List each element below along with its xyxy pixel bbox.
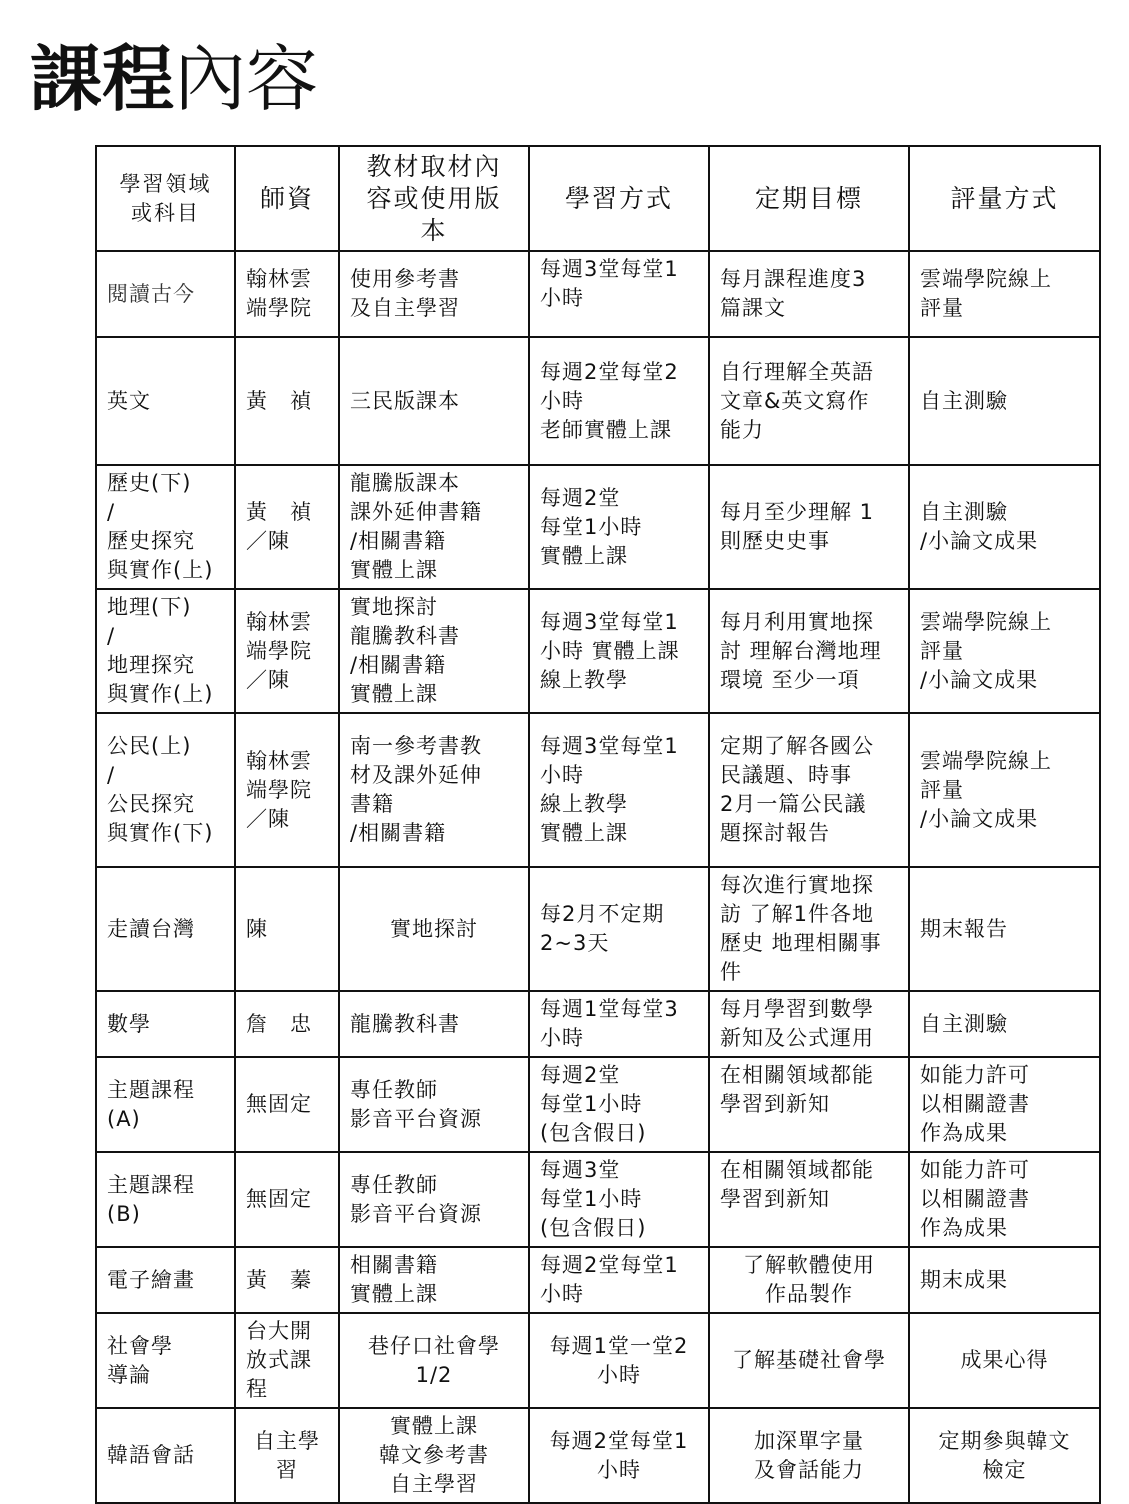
cell-teacher: 無固定: [235, 1057, 339, 1152]
cell-material: 專任教師 影音平台資源: [339, 1057, 529, 1152]
cell-teacher: 黃 禎: [235, 337, 339, 465]
cell-teacher: 台大開 放式課 程: [235, 1313, 339, 1408]
cell-assessment: 定期參與韓文 檢定: [909, 1408, 1100, 1503]
cell-goal: 在相關領域都能 學習到新知: [709, 1057, 909, 1152]
cell-assessment: 如能力許可 以相關證書 作為成果: [909, 1152, 1100, 1247]
table-row: [96, 589, 1100, 713]
cell-teacher: 陳: [235, 867, 339, 991]
cell-material: 實體上課 韓文參考書 自主學習: [339, 1408, 529, 1503]
cell-assessment: 期末報告: [909, 867, 1100, 991]
cell-goal: 每月至少理解 1 則歷史史事: [709, 465, 909, 589]
cell-goal: 了解軟體使用 作品製作: [709, 1247, 909, 1313]
cell-subject: 英文: [96, 337, 235, 465]
cell-subject: 韓語會話: [96, 1408, 235, 1503]
course-table: [95, 145, 1101, 1504]
cell-subject: 主題課程 (B): [96, 1152, 235, 1247]
cell-teacher: 詹 忠: [235, 991, 339, 1057]
cell-material: 南一參考書教 材及課外延伸 書籍 /相關書籍: [339, 713, 529, 867]
cell-material: 專任教師 影音平台資源: [339, 1152, 529, 1247]
cell-teacher: 自主學 習: [235, 1408, 339, 1503]
table-row: [96, 1313, 1100, 1408]
cell-goal: 每次進行實地探 訪 了解1件各地 歷史 地理相關事 件: [709, 867, 909, 991]
header-subject: 學習領域 或科目: [96, 146, 235, 251]
cell-teacher: 翰林雲 端學院 ／陳: [235, 589, 339, 713]
cell-assessment: 期末成果: [909, 1247, 1100, 1313]
table-row: [96, 1408, 1100, 1503]
cell-method: 每週2堂每堂1 小時: [529, 1247, 709, 1313]
cell-method: 每週3堂每堂1 小時 實體上課 線上教學: [529, 589, 709, 713]
header-assessment: 評量方式: [909, 146, 1100, 251]
cell-goal: 自行理解全英語 文章&英文寫作 能力: [709, 337, 909, 465]
cell-material: 實地探討 龍騰教科書 /相關書籍 實體上課: [339, 589, 529, 713]
cell-assessment: 雲端學院線上 評量 /小論文成果: [909, 713, 1100, 867]
table-row: [96, 1247, 1100, 1313]
cell-material: 三民版課本: [339, 337, 529, 465]
cell-method: 每週2堂每堂1 小時: [529, 1408, 709, 1503]
cell-assessment: 雲端學院線上 評量 /小論文成果: [909, 589, 1100, 713]
page-title-light: 內容: [174, 37, 319, 121]
cell-material: 巷仔口社會學 1/2: [339, 1313, 529, 1408]
cell-method: 每週1堂每堂3 小時: [529, 991, 709, 1057]
cell-assessment: 自主測驗: [909, 337, 1100, 465]
cell-method: 每週2堂每堂2 小時 老師實體上課: [529, 337, 709, 465]
cell-goal: 在相關領域都能 學習到新知: [709, 1152, 909, 1247]
cell-subject: 電子繪畫: [96, 1247, 235, 1313]
cell-teacher: 黃 禎 ／陳: [235, 465, 339, 589]
table-row: [96, 991, 1100, 1057]
cell-subject: 閱讀古今: [96, 251, 235, 337]
cell-goal: 了解基礎社會學: [709, 1313, 909, 1408]
cell-material: 龍騰版課本 課外延伸書籍 /相關書籍 實體上課: [339, 465, 529, 589]
cell-material: 龍騰教科書: [339, 991, 529, 1057]
header-method: 學習方式: [529, 146, 709, 251]
cell-goal: 定期了解各國公 民議題、時事 2月一篇公民議 題探討報告: [709, 713, 909, 867]
table-row: [96, 1057, 1100, 1152]
cell-method: 每週2堂 每堂1小時 實體上課: [529, 465, 709, 589]
table-row: [96, 713, 1100, 867]
table-row: [96, 337, 1100, 465]
page-title-bold: 課程: [30, 37, 175, 121]
cell-method: 每週1堂一堂2 小時: [529, 1313, 709, 1408]
cell-method: 每週3堂每堂1 小時 線上教學 實體上課: [529, 713, 709, 867]
table-header-row: [96, 146, 1100, 251]
table-row: [96, 867, 1100, 991]
header-goal: 定期目標: [709, 146, 909, 251]
cell-subject: 社會學 導論: [96, 1313, 235, 1408]
header-teacher: 師資: [235, 146, 339, 251]
cell-method: 每週3堂每堂1 小時: [529, 251, 709, 337]
cell-material: 使用參考書 及自主學習: [339, 251, 529, 337]
cell-subject: 地理(下) / 地理探究 與實作(上): [96, 589, 235, 713]
cell-goal: 加深單字量 及會話能力: [709, 1408, 909, 1503]
cell-teacher: 無固定: [235, 1152, 339, 1247]
cell-subject: 主題課程 (A): [96, 1057, 235, 1152]
cell-subject: 公民(上) / 公民探究 與實作(下): [96, 713, 235, 867]
cell-subject: 走讀台灣: [96, 867, 235, 991]
cell-material: 相關書籍 實體上課: [339, 1247, 529, 1313]
cell-subject: 數學: [96, 991, 235, 1057]
page-title: [30, 34, 318, 124]
cell-subject: 歷史(下) / 歷史探究 與實作(上): [96, 465, 235, 589]
cell-teacher: 黃 蓁: [235, 1247, 339, 1313]
header-material: 教材取材內 容或使用版 本: [339, 146, 529, 251]
table-row: [96, 251, 1100, 337]
cell-assessment: 雲端學院線上 評量: [909, 251, 1100, 337]
cell-goal: 每月課程進度3 篇課文: [709, 251, 909, 337]
cell-teacher: 翰林雲 端學院: [235, 251, 339, 337]
cell-teacher: 翰林雲 端學院 ／陳: [235, 713, 339, 867]
cell-goal: 每月學習到數學 新知及公式運用: [709, 991, 909, 1057]
cell-goal: 每月利用實地探 討 理解台灣地理 環境 至少一項: [709, 589, 909, 713]
table-row: [96, 465, 1100, 589]
cell-assessment: 如能力許可 以相關證書 作為成果: [909, 1057, 1100, 1152]
cell-material: 實地探討: [339, 867, 529, 991]
cell-method: 每2月不定期 2~3天: [529, 867, 709, 991]
cell-assessment: 成果心得: [909, 1313, 1100, 1408]
cell-method: 每週2堂 每堂1小時 (包含假日): [529, 1057, 709, 1152]
cell-method: 每週3堂 每堂1小時 (包含假日): [529, 1152, 709, 1247]
table-row: [96, 1152, 1100, 1247]
cell-assessment: 自主測驗: [909, 991, 1100, 1057]
cell-assessment: 自主測驗 /小論文成果: [909, 465, 1100, 589]
